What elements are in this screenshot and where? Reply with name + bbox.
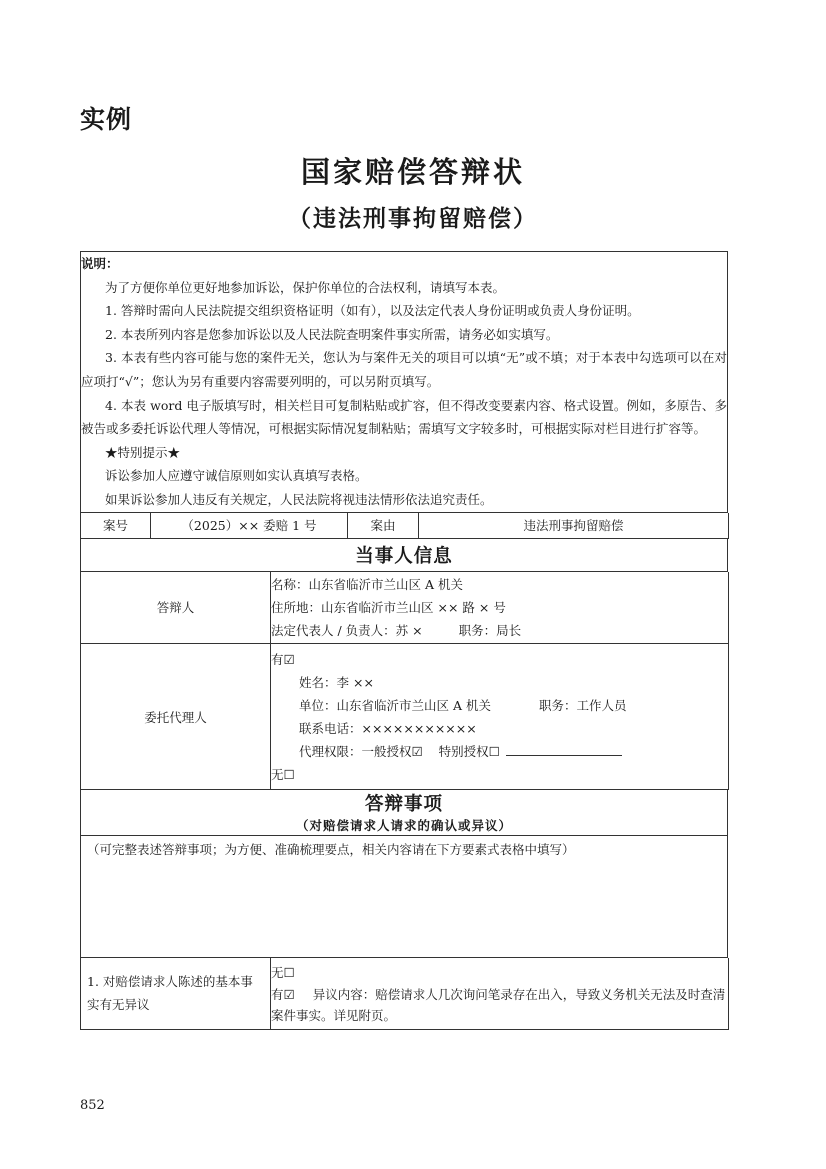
notes-heading: 说明：	[81, 256, 119, 271]
defense-form	[80, 251, 728, 1030]
agent-authority-special: 特别授权☐	[438, 743, 500, 759]
q1-none: 无☐	[271, 964, 295, 980]
respondent-position: 职务：局长	[458, 622, 522, 638]
defense-section	[81, 790, 728, 835]
section-label: 实例	[80, 105, 133, 134]
agent-phone: 联系电话：×××××××××××	[299, 720, 477, 736]
agent-name: 姓名：李 ××	[299, 674, 374, 690]
case-number-value: （2025）×× 委赔 1 号	[151, 513, 348, 539]
page-number: 852	[80, 1098, 105, 1113]
agent-authority-line	[271, 740, 728, 763]
case-number-label: 案号	[81, 513, 151, 539]
party-band-table	[80, 539, 728, 572]
special-item-1: 诉讼参加人应遵守诚信原则如实认真填写表格。	[105, 468, 368, 484]
q1-table	[80, 958, 729, 1031]
notes-item-4: 4. 本表 word 电子版填写时，相关栏目可复制粘贴或扩容，但不得改变要素内容、格式设置。例如，多原告、多被告或多委托诉讼代理人等情况，可根据实际情况复制粘贴；需填写文字较多时，可根据实际对栏目进行扩容等。	[81, 397, 727, 437]
notes-table	[80, 251, 728, 513]
agent-unit-line	[271, 694, 728, 717]
defense-section-title: 答辩事项	[364, 794, 443, 816]
agent-info	[271, 644, 729, 790]
notes-cell	[81, 252, 728, 513]
notes-item-2: 2. 本表所列内容是您参加诉讼以及人民法院查明案件事实所需，请务必如实填写。	[105, 326, 559, 342]
party-table	[80, 572, 729, 791]
respondent-rep-line	[271, 619, 728, 642]
notes-intro: 为了方便你单位更好地参加诉讼，保护你单位的合法权利，请填写本表。	[105, 279, 506, 295]
agent-authority-label: 代理权限：	[299, 743, 362, 759]
document-subtitle: （违法刑事拘留赔偿）	[288, 205, 538, 232]
q1-objection: 异议内容：赔偿请求人几次询问笔录存在出入，导致义务机关无法及时查清案件事实。详见附页。	[271, 986, 726, 1023]
special-item-2: 如果诉讼参加人违反有关规定，人民法院将视违法情形依法追究责任。	[105, 491, 493, 507]
notes-item-1: 1. 答辩时需向人民法院提交组织资格证明（如有），以及法定代表人身份证明或负责人身份证明。	[105, 303, 640, 319]
party-section-title	[81, 539, 728, 571]
q1-has-line	[271, 984, 728, 1026]
defense-instruction: （可完整表述答辩事项；为方便、准确梳理要点，相关内容请在下方要素式表格中填写）	[81, 835, 728, 957]
agent-has: 有☑	[271, 651, 295, 667]
q1-label: 1. 对赔偿请求人陈述的基本事实有无异议	[81, 958, 271, 1030]
notes-item-3: 3. 本表有些内容可能与您的案件无关，您认为与案件无关的项目可以填“无”或不填；对于本表中勾选项可以在对应项打“√”；您认为另有重要内容需要列明的，可以另附页填写。	[81, 350, 727, 389]
respondent-info	[271, 572, 729, 644]
respondent-label: 答辩人	[81, 572, 271, 644]
case-cause-label: 案由	[348, 513, 419, 539]
defense-section-subtitle: （对赔偿请求人请求的确认或异议）	[295, 818, 512, 834]
q1-has: 有☑	[271, 986, 295, 1002]
case-cause-value: 违法刑事拘留赔偿	[419, 513, 729, 539]
agent-unit: 单位：山东省临沂市兰山区 A 机关	[299, 697, 491, 713]
case-table	[80, 513, 729, 540]
special-heading: ★特别提示★	[105, 444, 181, 460]
authority-blank-line	[506, 743, 622, 756]
q1-answer	[271, 958, 729, 1030]
document-title: 国家赔偿答辩状	[300, 155, 525, 189]
party-section-title-text: 当事人信息	[355, 545, 453, 567]
respondent-name: 名称：山东省临沂市兰山区 A 机关	[271, 576, 463, 592]
defense-band-table	[80, 790, 728, 958]
agent-authority-general: 一般授权☑	[361, 743, 423, 759]
agent-position: 职务：工作人员	[538, 697, 627, 713]
respondent-rep: 法定代表人 / 负责人：苏 ×	[271, 622, 423, 638]
agent-none: 无☐	[271, 766, 295, 782]
agent-label: 委托代理人	[81, 644, 271, 790]
respondent-address: 住所地：山东省临沂市兰山区 ×× 路 × 号	[271, 599, 506, 615]
